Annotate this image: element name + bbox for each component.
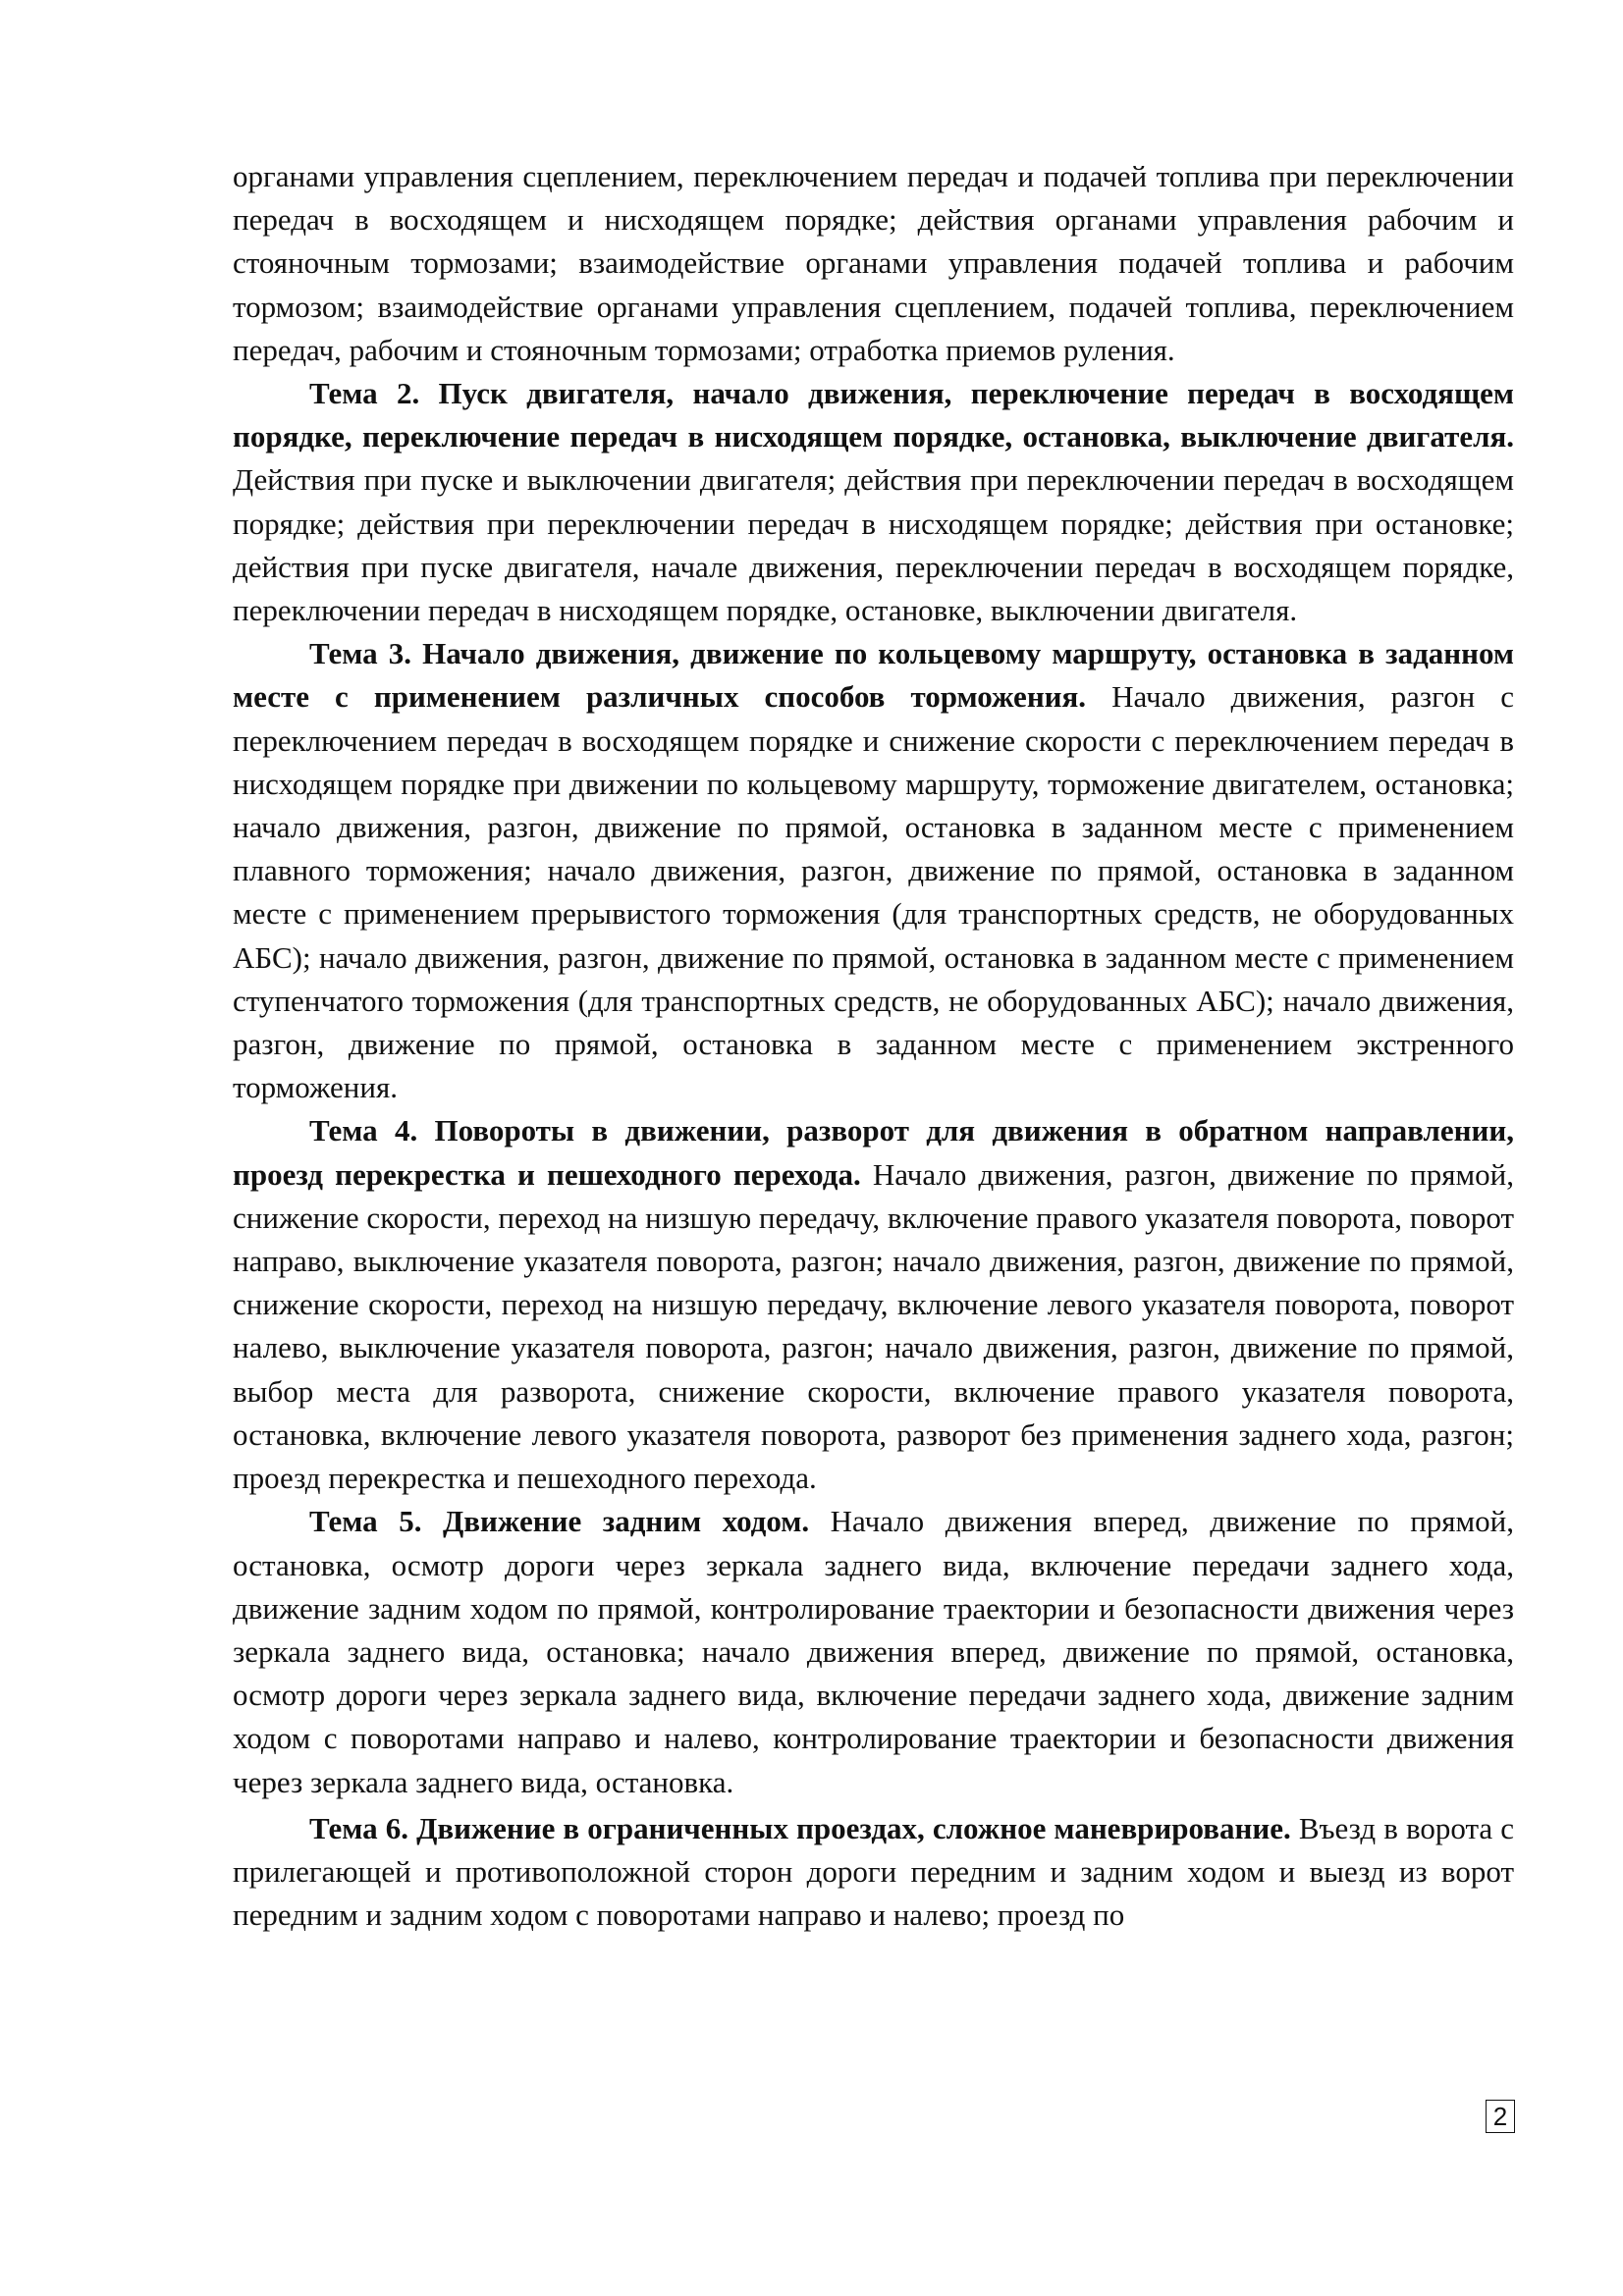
intro-paragraph: органами управления сцеплением, переключением передач и подачей топлива при переключении передач в восходящем и нисходящем порядке; действия органами управления рабочим и стояночным тормозами; взаимодействие органами управления подачей топлива и рабочим тормозом; взаимодействие органами управления сцеплением, подачей топлива, переключением передач, рабочим и стояночным тормозами; отработка приемов руления. — [233, 159, 1514, 367]
topic-4-paragraph — [233, 1109, 1514, 1500]
document-body — [233, 155, 1514, 1937]
topic-4-heading: Тема 4. Повороты в движении, разворот для движения в обратном направлении, проезд перекрестка и пешеходного перехода. — [233, 1113, 1514, 1192]
topic-2-body: Действия при пуске и выключении двигателя; действия при переключении передач в восходящем порядке; действия при переключении передач в нисходящем порядке; действия при остановке; действия при пуске двигателя, начале движения, переключении передач в восходящем порядке, переключении передач в нисходящем порядке, остановке, выключении двигателя. — [233, 462, 1514, 628]
topic-4-body: Начало движения, разгон, движение по прямой, снижение скорости, переход на низшую передачу, включение правого указателя поворота, поворот направо, выключение указателя поворота, разгон; начало движения, разгон, движение по прямой, снижение скорости, переход на низшую передачу, включение левого указателя поворота, поворот налево, выключение указателя поворота, разгон; начало движения, разгон, движение по прямой, выбор места для разворота, снижение скорости, включение правого указателя поворота, остановка, включение левого указателя поворота, разворот без применения заднего хода, разгон; проезд перекрестка и пешеходного перехода. — [233, 1156, 1514, 1496]
topic-3-paragraph — [233, 632, 1514, 1109]
topic-5-heading: Тема 5. Движение задним ходом. — [309, 1504, 810, 1539]
topic-5-body: Начало движения вперед, движение по прямой, остановка, осмотр дороги через зеркала заднего вида, включение передачи заднего хода, движение задним ходом по прямой, контролирование траектории и безопасности движения через зеркала заднего вида, остановка; начало движения вперед, движение по прямой, остановка, осмотр дороги через зеркала заднего вида, включение передачи заднего хода, движение задним ходом с поворотами направо и налево, контролирование траектории и безопасности движения через зеркала заднего вида, остановка. — [233, 1504, 1514, 1799]
topic-2-paragraph — [233, 372, 1514, 632]
topic-5-paragraph — [233, 1500, 1514, 1803]
topic-6-body: Въезд в ворота с прилегающей и противоположной сторон дороги передним и задним ходом и выезд из ворот передним и задним ходом с поворотами направо и налево; проезд по — [233, 1810, 1515, 1933]
topic-2-heading: Тема 2. Пуск двигателя, начало движения, переключение передач в восходящем порядке, переключение передач в нисходящем порядке, остановка, выключение двигателя. — [233, 376, 1514, 454]
topic-6-heading: Тема 6. Движение в ограниченных проездах, сложное маневрирование. — [309, 1810, 1291, 1845]
topic-3-body: Начало движения, разгон с переключением передач в восходящем порядке и снижение скорости с переключением передач в нисходящем порядке при движении по кольцевому маршруту, торможение двигателем, остановка; начало движения, разгон, движение по прямой, остановка в заданном месте с применением плавного торможения; начало движения, разгон, движение по прямой, остановка в заданном месте с применением прерывистого торможения (для транспортных средств, не оборудованных АБС); начало движения, разгон, движение по прямой, остановка в заданном месте с применением ступенчатого торможения (для транспортных средств, не оборудованных АБС); начало движения, разгон, движение по прямой, остановка в заданном месте с применением экстренного торможения. — [233, 679, 1514, 1105]
page-number: 2 — [1486, 2100, 1515, 2133]
topic-3-heading: Тема 3. Начало движения, движение по кольцевому маршруту, остановка в заданном месте с применением различных способов торможения. — [233, 636, 1514, 715]
topic-6-paragraph — [233, 1807, 1514, 1938]
